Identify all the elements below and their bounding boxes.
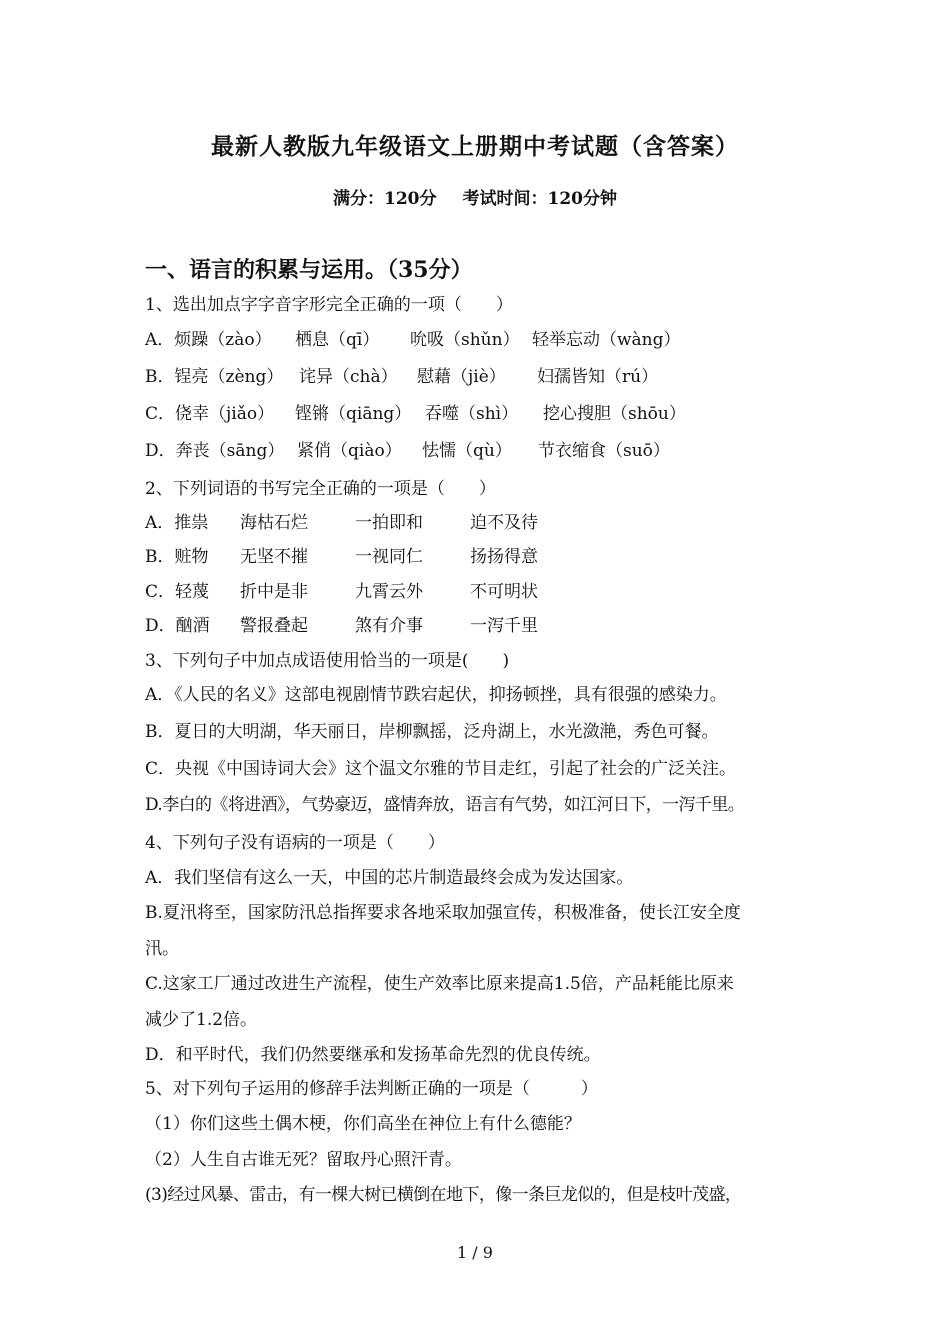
q1-option-d: D．奔丧（sāng） 紧俏（qiào） 怯懦（qù） 节衣缩食（suō） (145, 441, 670, 461)
q4-option-b: B.夏汛将至，国家防汛总指挥要求各地采取加强宣传，积极准备，使长江安全度 (145, 903, 741, 923)
q2-option-d: D．酗酒 警报叠起 煞有介事 一泻千里 (145, 616, 538, 636)
q2-option-b: B．赃物 无坚不摧 一视同仁 扬扬得意 (145, 547, 538, 567)
q5-sentence-3: (3)经过风暴、雷击，有一棵大树已横倒在地下，像一条巨龙似的，但是枝叶茂盛， (145, 1185, 742, 1205)
question-5-stem: 5、对下列句子运用的修辞手法判断正确的一项是（ ） (145, 1079, 598, 1099)
q5-sentence-2: （2）人生自古谁无死？留取丹心照汗青。 (145, 1150, 462, 1170)
q4-option-c-cont: 减少了1.2倍。 (145, 1010, 258, 1030)
full-score: 满分：120分 (333, 189, 437, 209)
q1-option-b: B．锃亮（zèng） 诧异（chà） 慰藉（jiè） 妇孺皆知（rú） (145, 367, 659, 387)
question-1-stem: 1、选出加点字字音字形完全正确的一项（ ） (145, 295, 513, 315)
page-number: 1 / 9 (457, 1243, 493, 1262)
q3-option-c: C．央视《中国诗词大会》这个温文尔雅的节目走红，引起了社会的广泛关注。 (145, 759, 737, 779)
q1-option-a: A．烦躁（zào） 栖息（qī） 吮吸（shǔn） 轻举忘动（wàng） (145, 330, 681, 350)
question-4-stem: 4、下列句子没有语病的一项是（ ） (145, 833, 445, 853)
q4-option-a: A．我们坚信有这么一天，中国的芯片制造最终会成为发达国家。 (145, 868, 634, 888)
q3-option-a: A．《人民的名义》这部电视剧情节跌宕起伏，抑扬顿挫，具有很强的感染力。 (145, 685, 727, 705)
q3-option-d: D.李白的《将进酒》，气势豪迈，盛情奔放，语言有气势，如江河日下，一泻千里。 (145, 795, 745, 815)
exam-time: 考试时间：120分钟 (462, 189, 617, 209)
q3-option-b: B．夏日的大明湖，华天丽日，岸柳飘摇，泛舟湖上，水光潋滟，秀色可餐。 (145, 722, 719, 742)
q2-option-a: A．推祟 海枯石烂 一拍即和 迫不及待 (145, 513, 538, 533)
question-2-stem: 2、下列词语的书写完全正确的一项是（ ） (145, 479, 496, 499)
question-3-stem: 3、下列句子中加点成语使用恰当的一项是( ) (145, 651, 510, 671)
q4-option-d: D．和平时代，我们仍然要继承和发扬革命先烈的优良传统。 (145, 1045, 601, 1065)
q4-option-c: C.这家工厂通过改进生产流程，使生产效率比原来提高1.5倍，产品耗能比原来 (145, 974, 734, 994)
q1-option-c: C．侥幸（jiǎo） 铿锵（qiāng） 吞噬（shì） 挖心搜胆（shōu） (145, 404, 686, 424)
q4-option-b-cont: 汛。 (145, 939, 179, 959)
q2-option-c: C．轻蔑 折中是非 九霄云外 不可明状 (145, 582, 538, 602)
section-heading: 一、语言的积累与运用。（35分） (145, 257, 473, 283)
exam-info (0, 184, 950, 209)
page-title: 最新人教版九年级语文上册期中考试题（含答案） (211, 133, 739, 160)
q5-sentence-1: （1）你们这些土偶木梗，你们高坐在神位上有什么德能？ (145, 1114, 581, 1134)
